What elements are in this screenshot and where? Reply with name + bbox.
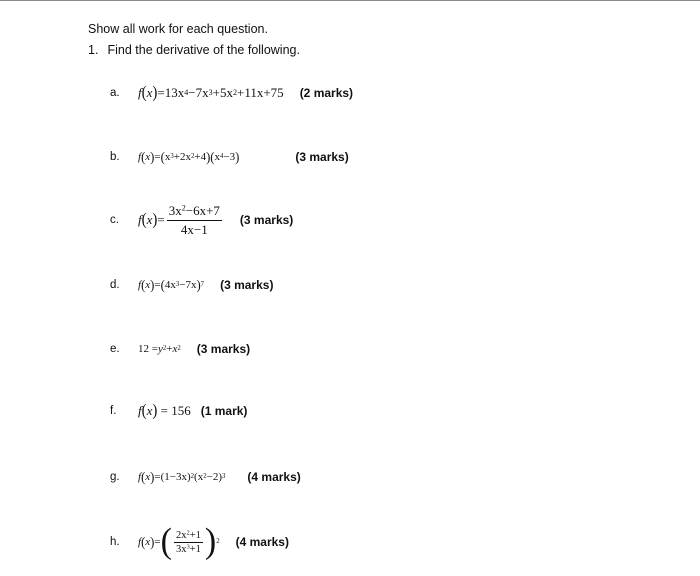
expression-a: f ( x ) = 13x 4 −7x 3 +5x 2 +11x+75	[138, 83, 284, 102]
fraction-h: $\frac{2x^2+1}{3x^3+1}$	[175, 528, 201, 555]
marks-e: (3 marks)	[196, 342, 251, 356]
expression-g: f ( x ) = (1−3x) 2 (x 2 −2) 3	[138, 468, 226, 485]
fraction-c: $\frac{3x^2-6x+7}{4x-1}$	[168, 202, 220, 237]
top-border	[0, 0, 700, 1]
expression-b: f ( x ) = ( x 3 +2x 2 +4 ) ( x 4 −3 )	[138, 148, 240, 165]
expression-f: f ( x ) = 156	[138, 401, 191, 420]
marks-f: (1 mark)	[200, 404, 248, 418]
item-letter: c.	[110, 214, 119, 226]
marks-d: (3 marks)	[220, 278, 274, 292]
item-b	[110, 142, 349, 172]
item-d	[110, 270, 273, 300]
item-letter: e.	[110, 343, 120, 355]
marks-h: (4 marks)	[235, 535, 289, 549]
item-letter: b.	[110, 151, 120, 163]
item-letter: g.	[110, 471, 120, 483]
expression-c: f ( x ) = $\frac{3x^2-6x+7}{4x-1}$	[138, 202, 220, 237]
expression-h: f ( x ) = ( $\frac{2x^2+1}{3x^3+1}$ ) 2	[138, 522, 220, 561]
question-number: 1.	[88, 43, 99, 57]
expression-e: 12 = y 2 + x 2	[138, 343, 181, 355]
marks-c: (3 marks)	[239, 213, 294, 227]
question-1	[88, 43, 300, 57]
item-f	[110, 396, 247, 426]
item-h	[110, 520, 289, 564]
item-c	[110, 200, 293, 240]
item-a	[110, 78, 353, 108]
item-letter: a.	[110, 87, 120, 99]
marks-a: (2 marks)	[299, 86, 354, 100]
marks-g: (4 marks)	[247, 470, 301, 484]
item-letter: h.	[110, 536, 120, 548]
item-letter: f.	[110, 405, 117, 417]
marks-b: (3 marks)	[295, 150, 349, 164]
question-text: Find the derivative of the following.	[107, 43, 300, 57]
instructions: Show all work for each question.	[88, 22, 268, 36]
expression-d: f ( x ) = ( 4x 3 −7x ) 7	[138, 276, 205, 293]
item-letter: d.	[110, 279, 120, 291]
item-g	[110, 462, 301, 492]
item-e	[110, 334, 250, 364]
